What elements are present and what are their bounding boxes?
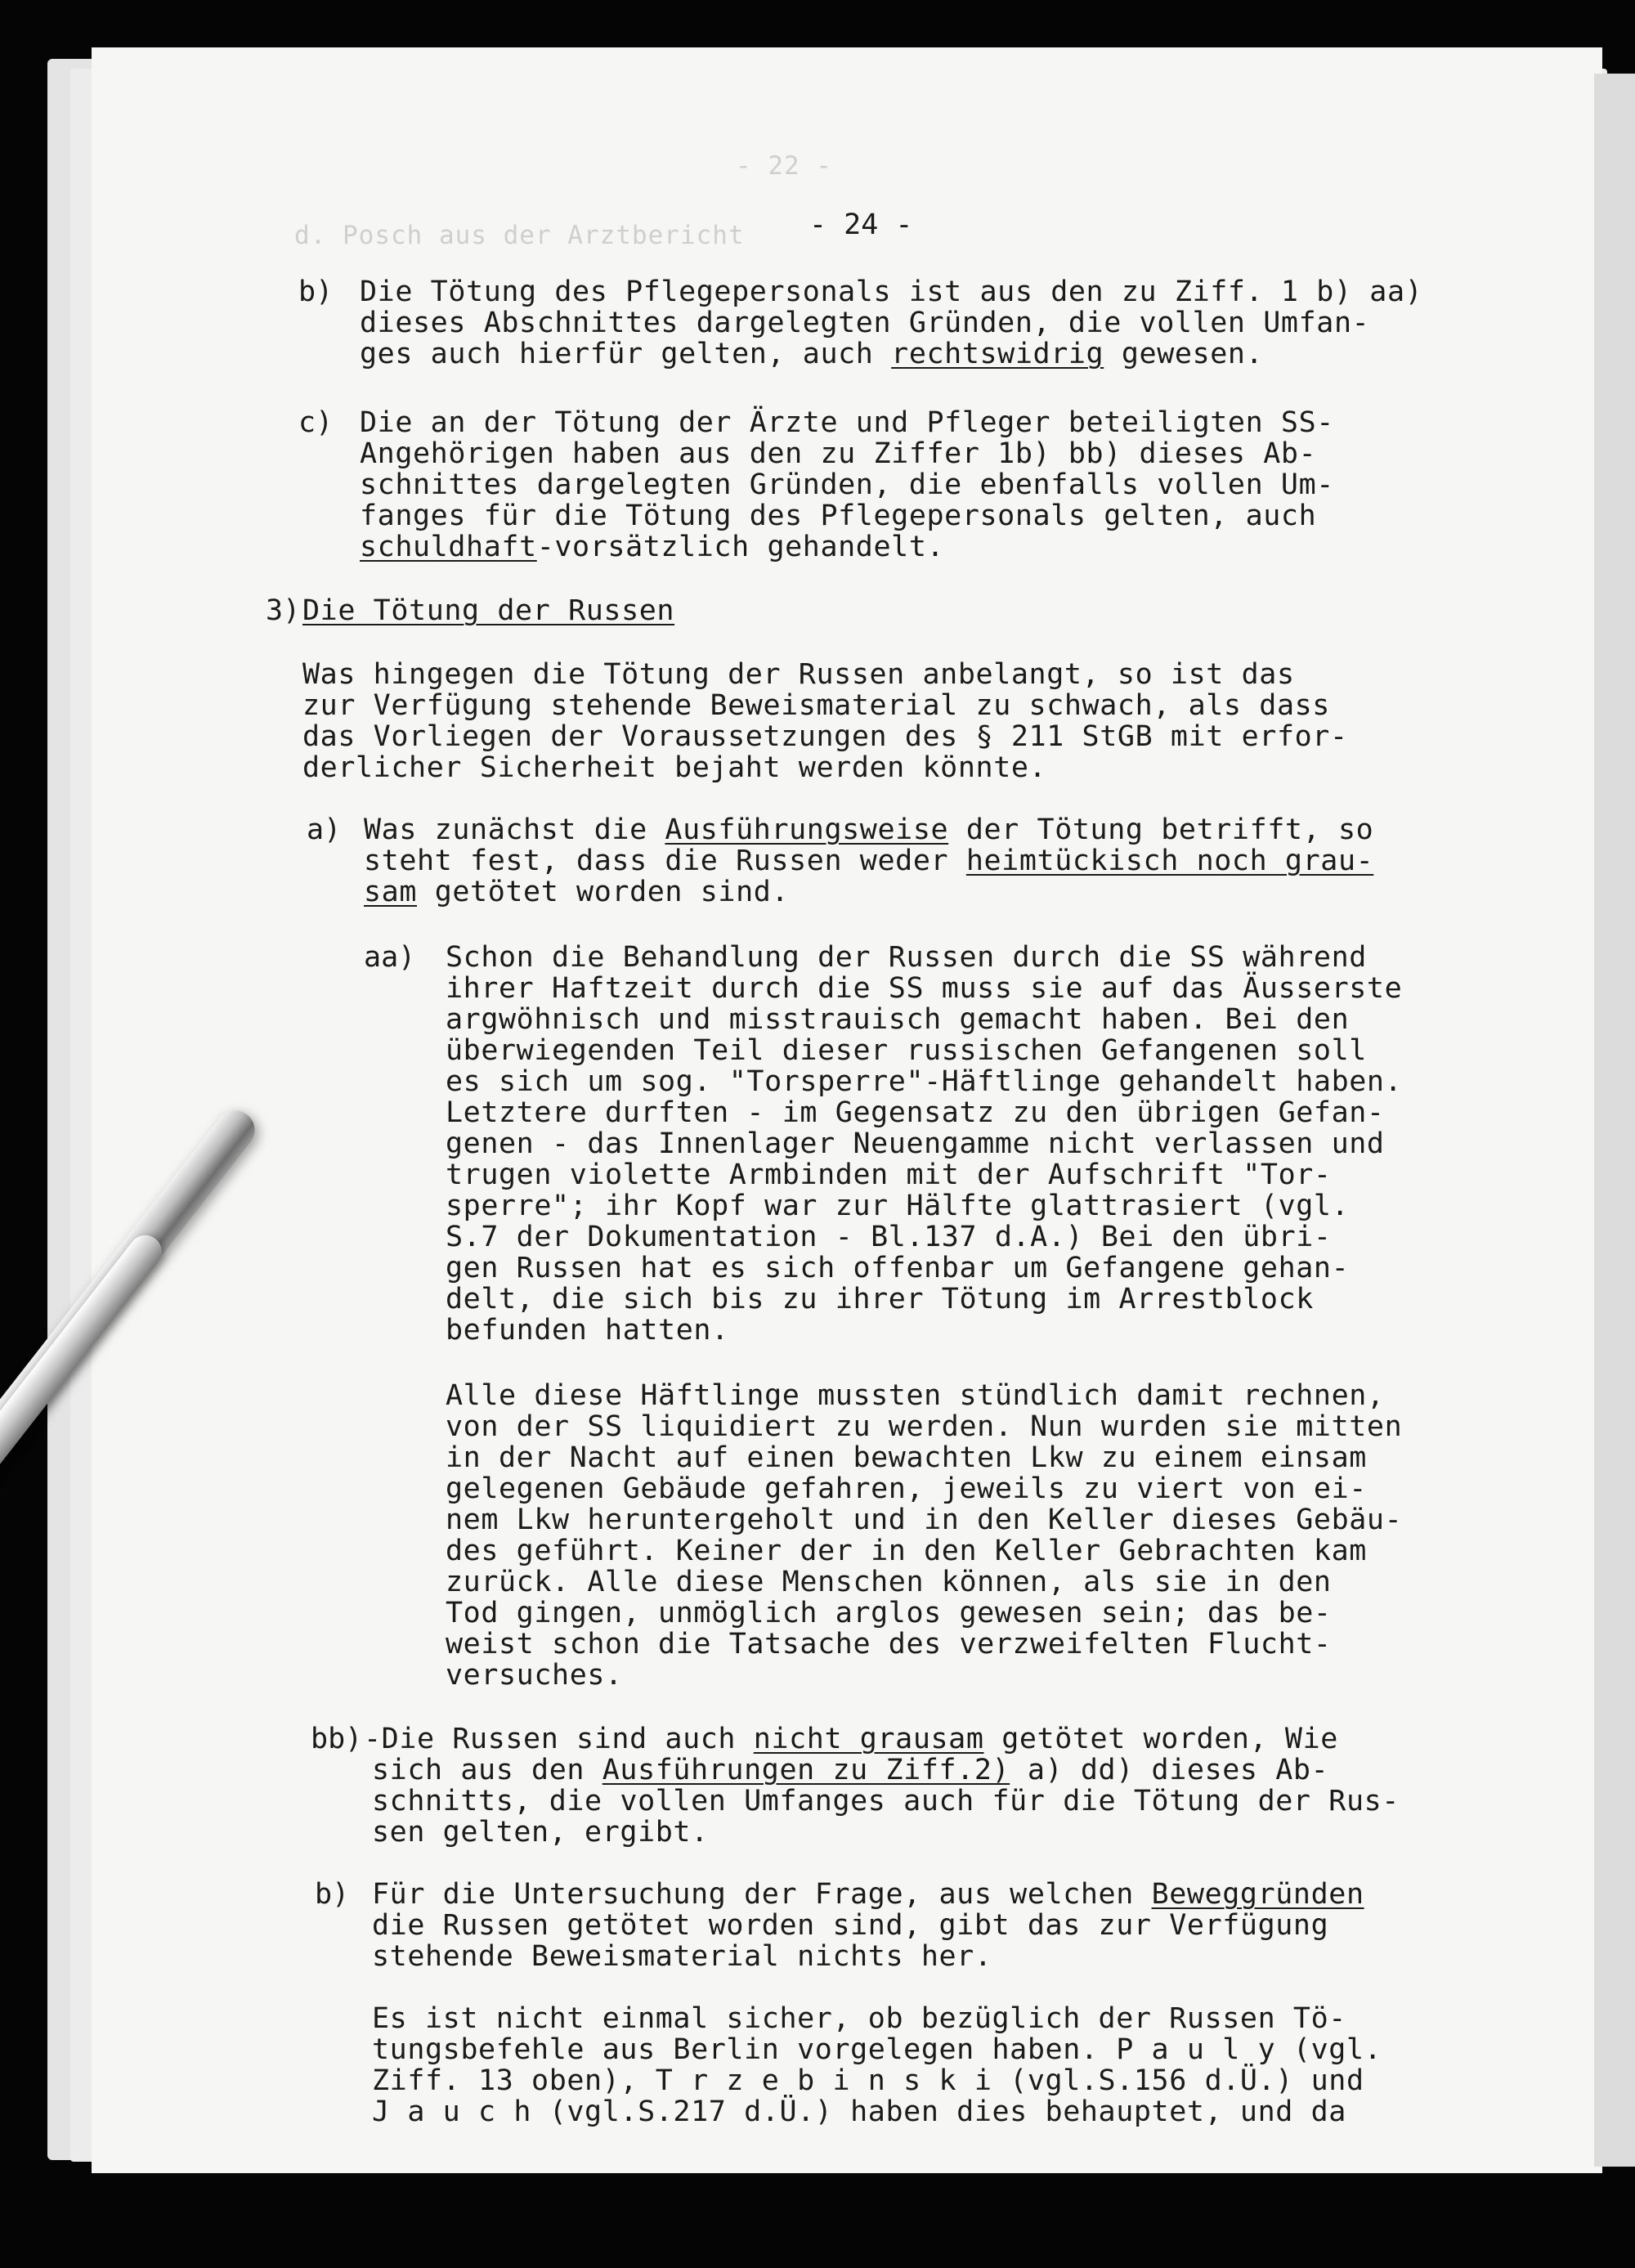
section-aa-para2-line-6: des geführt. Keiner der in den Keller Gebrachten kam xyxy=(446,1535,1367,1567)
section-3-para-line-3: das Vorliegen der Voraussetzungen des § 211 StGB mit erfor- xyxy=(302,720,1348,753)
section-aa-line-13: befunden hatten. xyxy=(446,1314,729,1347)
section-aa-para2-line-4: gelegenen Gebäude gefahren, jeweils zu viert von ei- xyxy=(446,1472,1367,1505)
next-page-edge xyxy=(1594,74,1635,2167)
section-aa-para2-line-8: Tod gingen, unmöglich arglos gewesen sein; das be- xyxy=(446,1597,1332,1629)
final-para-line-1: Es ist nicht einmal sicher, ob bezüglich der Russen Tö- xyxy=(372,2002,1346,2035)
section-bb-line-4: sen gelten, ergibt. xyxy=(372,1816,709,1849)
underlined-sam: sam xyxy=(364,876,418,908)
section-c-line-1: Die an der Tötung der Ärzte und Pfleger beteiligten SS- xyxy=(360,406,1334,439)
section-3-para-line-2: zur Verfügung stehende Beweismaterial zu schwach, als dass xyxy=(302,689,1330,722)
section-aa-line-8: trugen violette Armbinden mit der Aufschrift "Tor- xyxy=(446,1159,1332,1191)
section-aa-line-2: ihrer Haftzeit durch die SS muss sie auf das Äusserste xyxy=(446,972,1403,1005)
underlined-beweggruende: Beweggründen xyxy=(1151,1878,1364,1911)
section-aa-para2-line-9: weist schon die Tatsache des verzweifelten Flucht- xyxy=(446,1628,1332,1661)
section-bb-label: bb) xyxy=(311,1723,363,1755)
bleed-through-page-number: - 22 - xyxy=(736,151,832,181)
underlined-heimtueckisch: heimtückisch noch grau- xyxy=(965,845,1374,877)
section-bb-line-3: schnitts, die vollen Umfanges auch für die Tötung der Rus- xyxy=(372,1785,1400,1818)
bleed-through-heading: d. Posch aus der Arztbericht xyxy=(294,221,745,250)
section-b-label: b) xyxy=(298,276,334,308)
section-a-line-3: sam getötet worden sind. xyxy=(364,876,790,908)
section-b2-line-1: Für die Untersuchung der Frage, aus welchen Beweggründen xyxy=(372,1878,1364,1911)
section-aa-line-7: genen - das Innenlager Neuengamme nicht verlassen und xyxy=(446,1127,1385,1160)
section-aa-para2-line-10: versuches. xyxy=(446,1659,623,1692)
section-b-line-2: dieses Abschnittes dargelegten Gründen, die vollen Umfan- xyxy=(360,307,1370,339)
final-para-line-4: J a u c h (vgl.S.217 d.Ü.) haben dies behauptet, und da xyxy=(372,2095,1346,2128)
underlined-nicht-grausam: nicht grausam xyxy=(753,1723,984,1755)
section-aa-para2-line-7: zurück. Alle diese Menschen können, als sie in den xyxy=(446,1566,1332,1598)
section-aa-label: aa) xyxy=(364,941,416,974)
underlined-schuldhaft: schuldhaft xyxy=(360,531,537,563)
section-c-label: c) xyxy=(298,406,334,439)
section-a-line-1: Was zunächst die Ausführungsweise der Tötung betrifft, so xyxy=(364,814,1374,846)
section-bb-line-1: -Die Russen sind auch nicht grausam getötet worden, Wie xyxy=(364,1723,1338,1755)
section-3-heading: Die Tötung der Russen xyxy=(302,594,675,627)
section-a-label: a) xyxy=(307,814,342,846)
section-bb-line-2: sich aus den Ausführungen zu Ziff.2) a) dd) dieses Ab- xyxy=(372,1754,1329,1786)
section-aa-line-5: es sich um sog. "Torsperre"-Häftlinge gehandelt haben. xyxy=(446,1065,1403,1098)
section-aa-line-11: gen Russen hat es sich offenbar um Gefangene gehan- xyxy=(446,1252,1350,1284)
underlined-rechtswidrig: rechtswidrig xyxy=(891,338,1104,370)
section-a-line-2: steht fest, dass die Russen weder heimtückisch noch grau- xyxy=(364,845,1374,877)
section-b-line-1: Die Tötung des Pflegepersonals ist aus den zu Ziff. 1 b) aa) xyxy=(360,276,1423,308)
section-b2-line-3: stehende Beweismaterial nichts her. xyxy=(372,1940,992,1973)
section-aa-line-4: überwiegenden Teil dieser russischen Gefangenen soll xyxy=(446,1034,1367,1067)
section-b2-line-2: die Russen getötet worden sind, gibt das zur Verfügung xyxy=(372,1909,1329,1942)
section-b-line-3: ges auch hierfür gelten, auch rechtswidrig gewesen. xyxy=(360,338,1264,370)
section-aa-line-6: Letztere durften - im Gegensatz zu den übrigen Gefan- xyxy=(446,1096,1385,1129)
section-aa-line-1: Schon die Behandlung der Russen durch die SS während xyxy=(446,941,1367,974)
section-aa-line-12: delt, die sich bis zu ihrer Tötung im Arrestblock xyxy=(446,1283,1314,1316)
section-c-line-2: Angehörigen haben aus den zu Ziffer 1b) bb) dieses Ab- xyxy=(360,437,1317,470)
section-b2-label: b) xyxy=(315,1878,350,1911)
final-para-line-3: Ziff. 13 oben), T r z e b i n s k i (vgl.S.156 d.Ü.) und xyxy=(372,2064,1364,2097)
section-aa-line-10: S.7 der Dokumentation - Bl.137 d.A.) Bei den übri- xyxy=(446,1221,1332,1253)
section-aa-para2-line-2: von der SS liquidiert zu werden. Nun wurden sie mitten xyxy=(446,1410,1403,1443)
section-aa-line-9: sperre"; ihr Kopf war zur Hälfte glattrasiert (vgl. xyxy=(446,1190,1350,1222)
section-aa-line-3: argwöhnisch und misstrauisch gemacht haben. Bei den xyxy=(446,1003,1350,1036)
section-aa-para2-line-1: Alle diese Häftlinge mussten stündlich damit rechnen, xyxy=(446,1379,1385,1412)
section-c-line-4: fanges für die Tötung des Pflegepersonals gelten, auch xyxy=(360,500,1317,532)
section-c-line-3: schnittes dargelegten Gründen, die ebenfalls vollen Um- xyxy=(360,468,1334,501)
underlined-ausfuehrungsweise: Ausführungsweise xyxy=(665,814,949,846)
section-3-label: 3) xyxy=(266,594,301,627)
section-c-line-5: schuldhaft-vorsätzlich gehandelt. xyxy=(360,531,945,563)
final-para-line-2: tungsbefehle aus Berlin vorgelegen haben. P a u l y (vgl. xyxy=(372,2033,1382,2066)
section-aa-para2-line-3: in der Nacht auf einen bewachten Lkw zu einem einsam xyxy=(446,1441,1367,1474)
section-aa-para2-line-5: nem Lkw heruntergeholt und in den Keller dieses Gebäu- xyxy=(446,1504,1403,1536)
underlined-ausfuehrungen: Ausführungen zu Ziff.2) xyxy=(602,1754,1010,1786)
page-number: - 24 - xyxy=(809,208,913,241)
section-3-para-line-4: derlicher Sicherheit bejaht werden könnte. xyxy=(302,751,1047,784)
section-3-para-line-1: Was hingegen die Tötung der Russen anbelangt, so ist das xyxy=(302,658,1295,691)
